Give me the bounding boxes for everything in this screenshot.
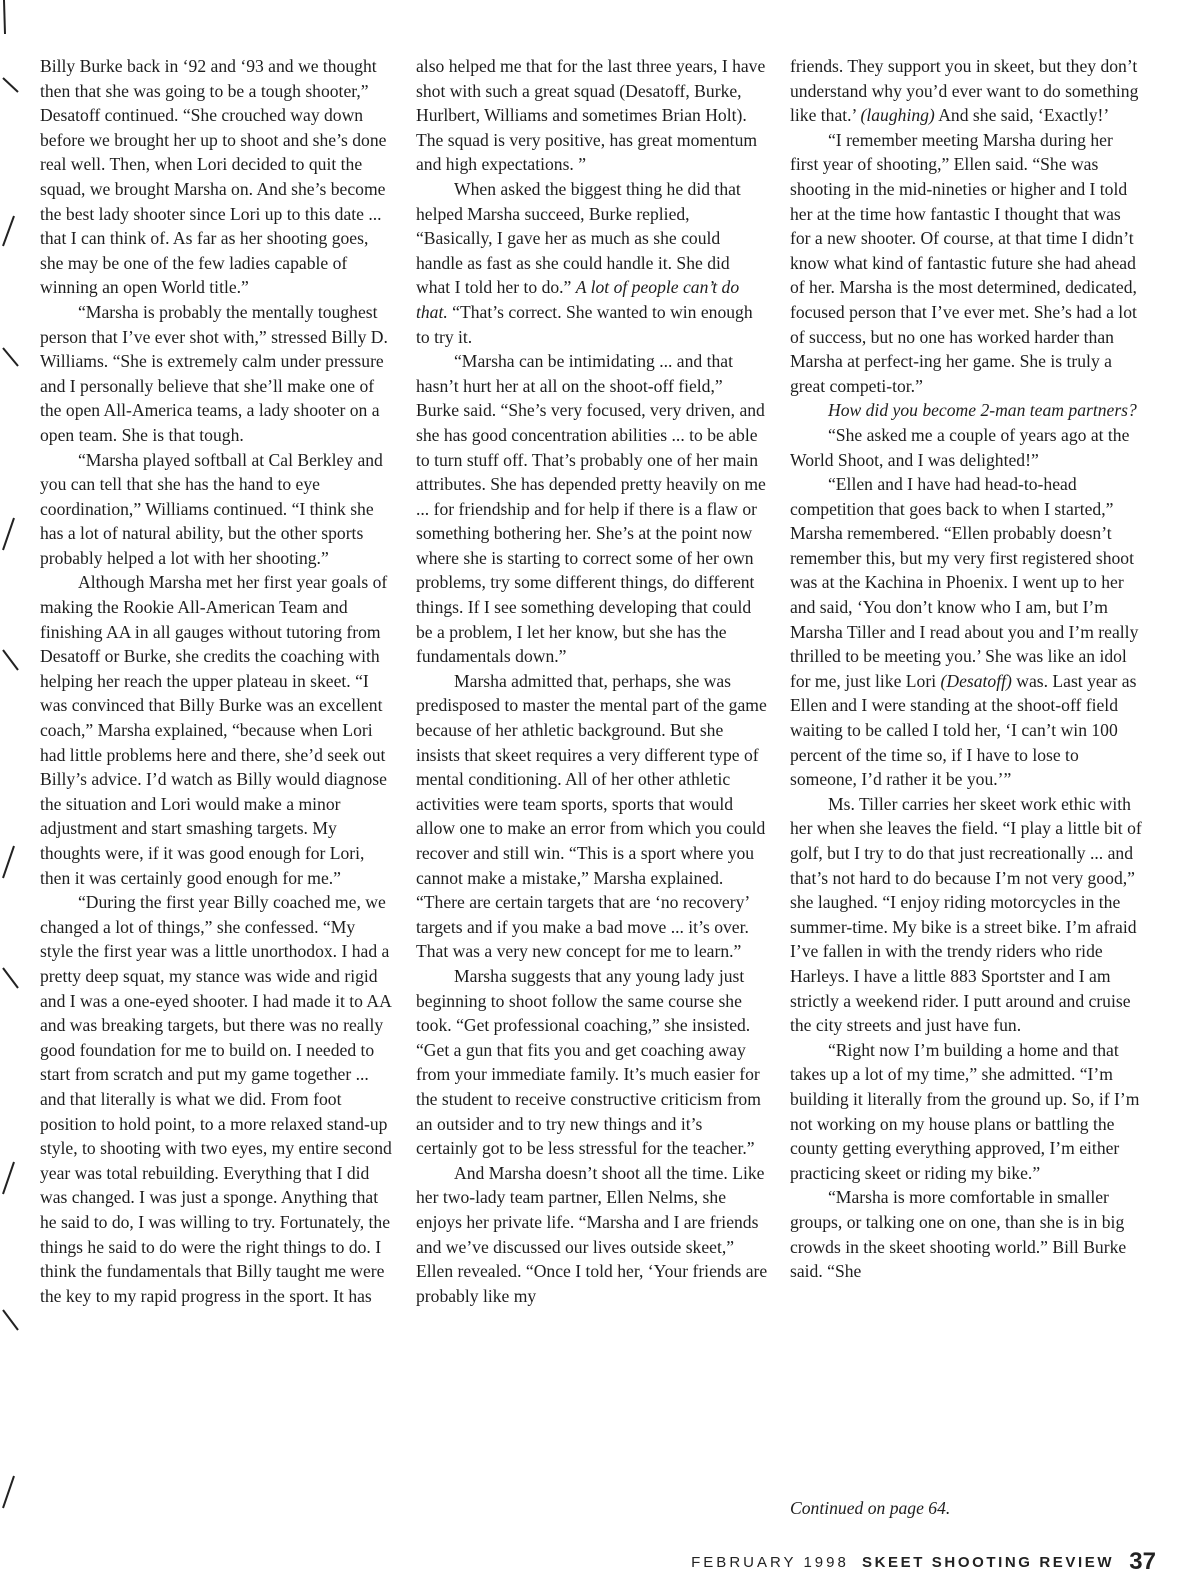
article-column-1 [40,54,392,1308]
paragraph-text: “She asked me a couple of years ago at the World Shoot, and I was delighted!” [790,424,1130,470]
page-footer [691,1548,1156,1576]
paragraph-text: Marsha suggests that any young lady just beginning to shoot follow the same course she took. “Get professional coaching,” she insisted. “Get a gun that fits you and get coaching away from your immediate family. It’s much easier for the student to receive constructive criticism from an outsider and to try new things and it’s certainly got to be less stressful for the teacher.” [416,965,761,1159]
binding-mark [3,518,14,550]
binding-mark [4,0,5,34]
article-column-3 [790,54,1142,1284]
paragraph-text: was. Last year as Ellen and I were standing at the shoot-off field waiting to be called I told her, ‘I can’t win 100 percent of the time so, if I have to lose to someone, I’d rather it be you.’” [790,670,1137,790]
paragraph [40,570,392,890]
paragraph [790,423,1142,472]
paragraph-text: And Marsha doesn’t shoot all the time. Like her two-lady team partner, Ellen Nelms, she enjoys her private life. “Marsha and I are friends and we’ve discussed our lives outside skeet,” Ellen revealed. “Once I told her, ‘Your friends are probably like my [416,1162,768,1306]
paragraph [416,1161,768,1309]
paragraph [790,54,1142,128]
paragraph-text: When asked the biggest thing he did that helped Marsha succeed, Burke replied, “Basically, I gave her as much as she could handle as fast as she could handle it. She did what I told her to do.” [416,178,741,298]
paragraph [416,349,768,669]
paragraph [790,128,1142,399]
paragraph-text: “Marsha is probably the mentally toughest person that I’ve ever shot with,” stressed Billy D. Williams. “She is extremely calm under pressure and I personally believe that she’ll make one of the open All-America teams, a lady shooter on a open team. She is that tough. [40,301,388,445]
page-number: 37 [1129,1548,1156,1575]
paragraph-text: friends. They support you in skeet, but they don’t understand why you’d ever want to do something like that.’ [790,56,1139,126]
paragraph-text: Ms. Tiller carries her skeet work ethic with her when she leaves the field. “I play a little bit of golf, but I try to do that just recreationally ... and that’s not hard to do because I’m not very good,” she laughed. “I enjoy riding motorcycles in the summer-time. My bike is a street bike. I’m afraid I’ve fallen in with the trendy riders who ride Harleys. I have a little 883 Sportster and I am strictly a weekend rider. I putt around and cruise the city streets and just have fun. [790,793,1142,1036]
paragraph [40,54,392,300]
paragraph-text: And she said, ‘Exactly!’ [934,105,1110,126]
paragraph-text: “Marsha can be intimidating ... and that hasn’t hurt her at all on the shoot-off field,” Burke said. “She’s very focused, very driven, and she has good concentration abilities ... to be able to turn stuff off. That’s probably one of her main attributes. She has depended pretty heavily on me ... for friendship and for help if there is a flaw or something bothering her. She’s at the point now where she is starting to correct some of her own problems, try some different things, do different things. If I see something developing that could be a problem, I let her know, but she has the fundamentals down.” [416,351,766,667]
paragraph-text: “Ellen and I have had head-to-head competition that goes back to when I started,” Marsha remembered. “Ellen probably doesn’t remember this, but my very first registered shoot was at the Kachina in Phoenix. I went up to her and said, ‘You don’t know who I am, but I’m Marsha Tiller and I read about you and I’m really thrilled to be meeting you.’ She was like an idol for me, just like Lori [790,474,1139,691]
paragraph-text: Billy Burke back in ‘92 and ‘93 and we thought then that she was going to be a tough shooter,” Desatoff continued. “She crouched way down before we brought her up to shoot and she’s done real well. Then, when Lori decided to quit the squad, we brought Marsha on. And she’s become the best lady shooter since Lori up to this date ... that I can think of. As far as her shooting goes, she may be one of the few ladies capable of winning an open World title.” [40,56,387,298]
paragraph [416,964,768,1161]
magazine-name: SKEET SHOOTING REVIEW [862,1554,1115,1571]
continued-note: Continued on page 64. [790,1498,951,1518]
paragraph [40,448,392,571]
paragraph-text: also helped me that for the last three years, I have shot with such a great squad (Desatoff, Burke, Hurlbert, Williams and sometimes Brian Holt). The squad is very positive, has great momentum and high expectations. ” [416,56,766,175]
paragraph-text: “I remember meeting Marsha during her first year of shooting,” Ellen said. “She was shooting in the mid-nineties or higher and I told her at the time how fantastic I thought that was for a new shooter. Of course, at that time I didn’t know what kind of fantastic future she had ahead of her. Marsha is the most determined, dedicated, focused person that I’ve ever met. She’s had a lot of success, but no one has worked harder than Marsha at perfect-ing her game. She is truly a great competi-tor.” [790,129,1137,396]
paragraph [790,1038,1142,1186]
binding-mark [3,348,18,366]
binding-mark [3,78,18,92]
binding-mark [3,1476,14,1508]
paragraph-text: “Marsha played softball at Cal Berkley and you can tell that she has the hand to eye coordination,” Williams continued. “I think she has a lot of natural ability, but the other sports probably helped a lot with her shooting.” [40,449,383,568]
italic-text: (laughing) [860,105,935,126]
paragraph-text: Although Marsha met her first year goals of making the Rookie All-American Team and finishing AA in all gauges without tutoring from Desatoff or Burke, she credits the coaching with helping her reach the upper plateau in skeet. “I was convinced that Billy Burke was an excellent coach,” Marsha explained, “because when Lori had little problems here and there, she’d seek out Billy’s advice. I’d watch as Billy would diagnose the situation and Lori would make a minor adjustment and start smashing targets. My thoughts were, if it was good enough for Lori, then it was certainly good enough for me.” [40,572,388,888]
paragraph-text: “Right now I’m building a home and that takes up a lot of my time,” she admitted. “I’m building it literally from the ground up. So, if I’m not working on my house plans or battling the county getting everything approved, I’m either practicing skeet or riding my bike.” [790,1039,1140,1183]
italic-text: A lot of people can’t do that. [416,277,740,322]
paragraph [40,890,392,1308]
paragraph [790,398,1142,423]
paragraph-text: “During the first year Billy coached me, we changed a lot of things,” she confessed. “My style the first year was a little unorthodox. I had a pretty deep squat, my stance was wide and rigid and I was a one-eyed shooter. I had made it to AA and was breaking targets, but there was no really good foundation for me to build on. I needed to start from scratch and put my game together ... and that literally is what we did. From foot position to hold point, to a more relaxed stand-up style, to shooting with two eyes, my entire second year was total rebuilding. Everything that I did was changed. I was just a sponge. Anything that he said to do, I was willing to try. Fortunately, the things he said to do were the right things to do. I think the fundamentals that Billy taught me were the key to my rapid progress in the sport. It has [40,892,392,1306]
paragraph-text: Marsha admitted that, perhaps, she was predisposed to master the mental part of the game because of her athletic background. But she insists that skeet requires a very different type of mental conditioning. All of her other athletic activities were team sports, sports that would allow one to make an error from which you could recover and still win. “This is a sport where you cannot make a mistake,” Marsha explained. “There are certain targets that are ‘no recovery’ targets and if you make a bad move ... it’s over. That was a very new concept for me to learn.” [416,670,767,962]
paragraph [790,1185,1142,1283]
italic-text: (Desatoff) [940,670,1012,691]
paragraph [416,54,768,177]
binding-mark [3,1162,14,1194]
binding-mark [3,968,18,988]
binding-mark [3,1310,18,1330]
issue-date: FEBRUARY 1998 [691,1554,849,1571]
binding-mark [3,216,14,246]
binding-edge-marks [0,0,40,1590]
paragraph-text: “Marsha is more comfortable in smaller groups, or talking one on one, than she is in big crowds in the skeet shooting world.” Bill Burke said. “She [790,1187,1127,1282]
paragraph [790,792,1142,1038]
paragraph [416,177,768,349]
article-column-2 [416,54,768,1308]
paragraph-text: “That’s correct. She wanted to win enough to try it. [416,301,753,347]
paragraph [40,300,392,448]
binding-mark [3,650,18,670]
paragraph [416,669,768,964]
paragraph [790,472,1142,792]
binding-mark [3,846,14,878]
paragraph-text: How did you become 2-man team partners? [828,400,1137,421]
